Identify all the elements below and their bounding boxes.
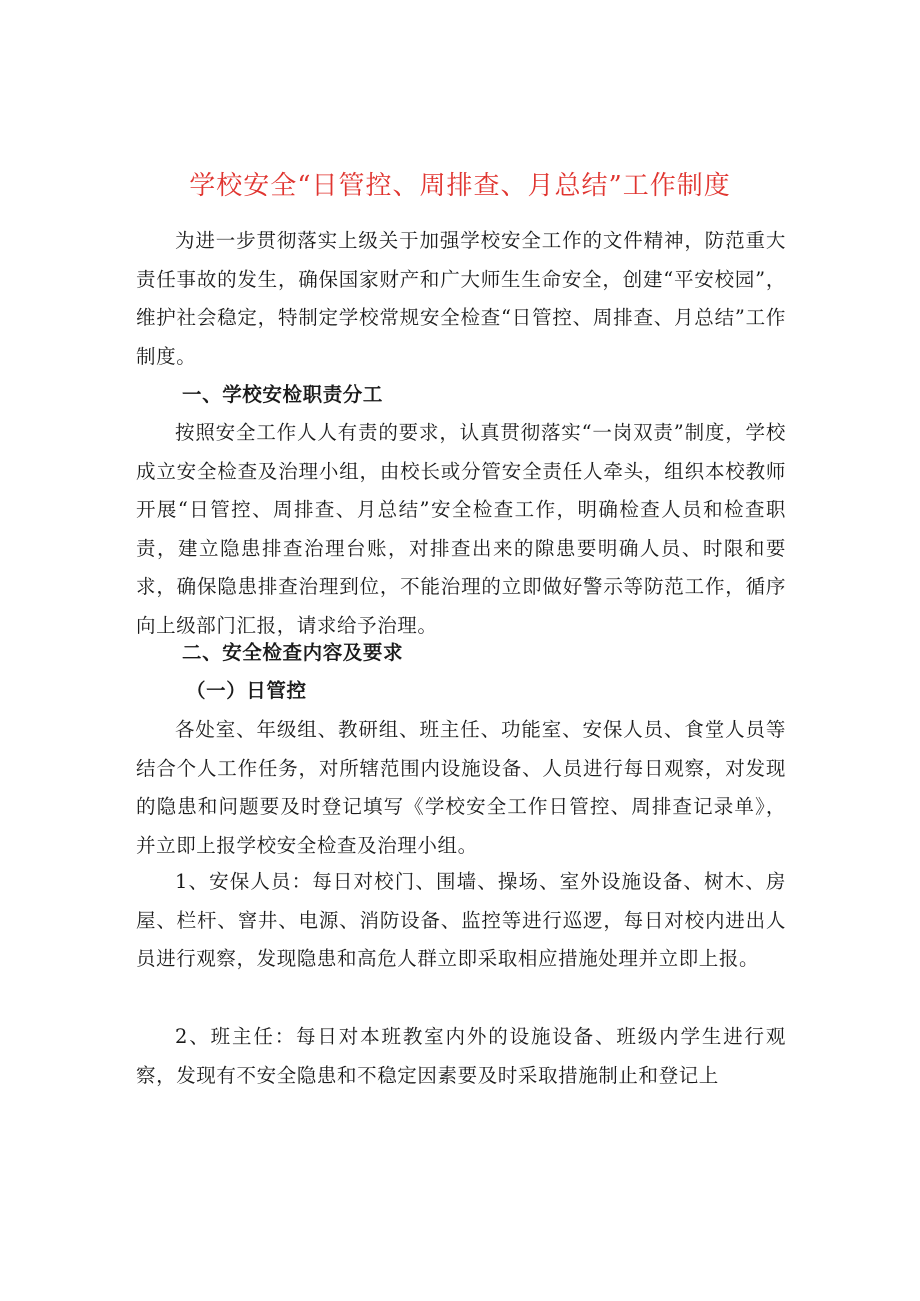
section1-paragraph: 按照安全工作人人有责的要求，认真贯彻落实“一岗双责”制度，学校成立安全检查及治理小组，由校长或分管安全责任人牵头，组织本校教师开展“日管控、周排查、月总结”安全检查工作，明确检查人员和检查职责，建立隐患排查治理台账，对排查出来的隙患要明确人员、时限和要求，确保隐患排查治理到位，不能治理的立即做好警示等防范工作，循序向上级部门汇报，请求给予治理。 — [136, 421, 786, 637]
item1-paragraph: 1、安保人员：每日对校门、围墙、操场、室外设施设备、树木、房屋、栏杆、窨井、电源、消防设备、监控等进行巡逻，每日对校内进出人员进行观察，发现隐患和高危人群立即采取相应措施处理并立即上报。 — [136, 870, 786, 970]
subsection1-heading: （一）日管控 — [186, 679, 307, 702]
subsection1-paragraph: 各处室、年级组、教研组、班主任、功能室、安保人员、食堂人员等结合个人工作任务，对所辖范围内设施设备、人员进行每日观察，对发现的隐患和问题要及时登记填写《学校安全工作日管控、周排查记录单》，并立即上报学校安全检查及治理小组。 — [136, 718, 786, 857]
section2-heading: 二、安全检查内容及要求 — [182, 641, 404, 664]
item2-paragraph: 2、班主任：每日对本班教室内外的设施设备、班级内学生进行观察，发现有不安全隐患和不稳定因素要及时采取措施制止和登记上 — [136, 1025, 786, 1087]
intro-paragraph: 为进一步贯彻落实上级关于加强学校安全工作的文件精神，防范重大责任事故的发生，确保国家财产和广大师生生命安全，创建“平安校园”，维护社会稳定，特制定学校常规安全检查“日管控、周排查、月总结”工作制度。 — [136, 229, 786, 368]
document-title: 学校安全“日管控、周排查、月总结”工作制度 — [189, 171, 731, 201]
section1-heading: 一、学校安检职责分工 — [182, 383, 384, 406]
